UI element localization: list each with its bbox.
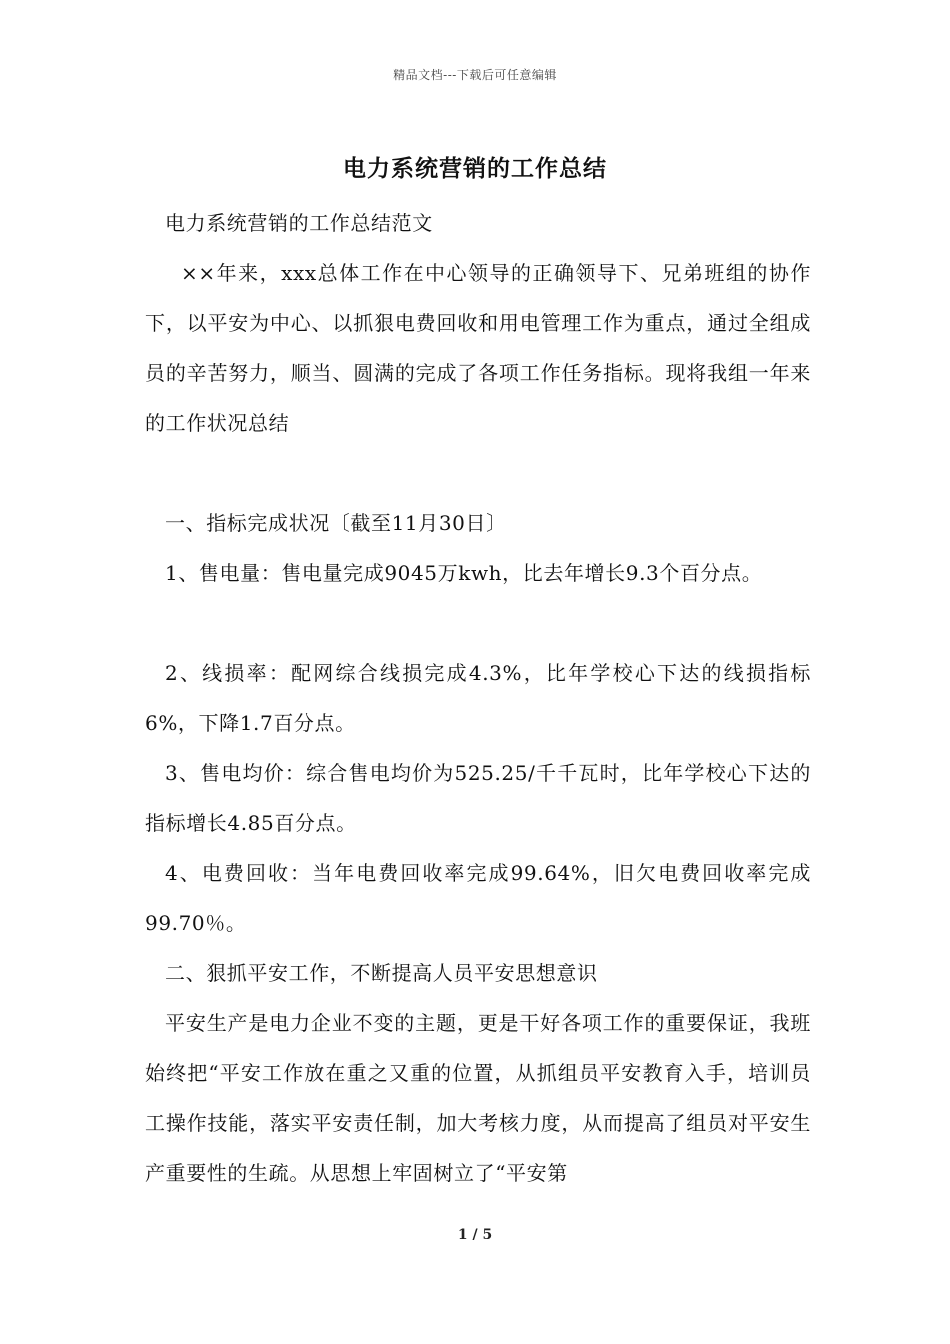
blank-line — [145, 598, 811, 648]
paragraph-subtitle: 电力系统营销的工作总结范文 — [165, 211, 433, 235]
paragraph-item-4: 4、电费回收：当年电费回收率完成99.64%，旧欠电费回收率完成99.70％。 — [145, 861, 811, 935]
paragraph-item-1: 1、售电量：售电量完成9045万kwh，比去年增长9.3个百分点。 — [165, 561, 763, 585]
section-heading-1: 一、指标完成状况〔截至11月30日〕 — [165, 511, 507, 535]
paragraph-intro: ××年来，xxx总体工作在中心领导的正确领导下、兄弟班组的协作下，以平安为中心、以抓狠电费回收和用电管理工作为重点，通过全组成员的辛苦努力，顺当、圆满的完成了各项工作任务指标。现将我组一年来的工作状况总结 — [145, 261, 811, 435]
paragraph-item-2: 2、线损率：配网综合线损完成4.3%，比年学校心下达的线损指标6%，下降1.7百分点。 — [145, 661, 811, 735]
document-body — [145, 198, 811, 1198]
blank-line — [145, 448, 811, 498]
paragraph-item-3: 3、售电均价：综合售电均价为525.25/千千瓦时，比年学校心下达的指标增长4.85百分点。 — [145, 761, 811, 835]
page-number: 1 — [457, 1227, 468, 1243]
page-header: 精品文档---下载后可任意编辑 — [393, 68, 557, 82]
document-title: 电力系统营销的工作总结 — [343, 155, 607, 182]
section-heading-2: 二、狠抓平安工作，不断提高人员平安思想意识 — [165, 961, 598, 985]
page-total: 5 — [482, 1227, 493, 1243]
page-separator: / — [472, 1227, 478, 1243]
paragraph-safety: 平安生产是电力企业不变的主题，更是干好各项工作的重要保证，我班始终把“平安工作放在重之又重的位置，从抓组员平安教育入手，培训员工操作技能，落实平安责任制，加大考核力度，从而提高了组员对平安生产重要性的生疏。从思想上牢固树立了“平安第 — [145, 1011, 811, 1185]
page-footer — [0, 1227, 950, 1243]
